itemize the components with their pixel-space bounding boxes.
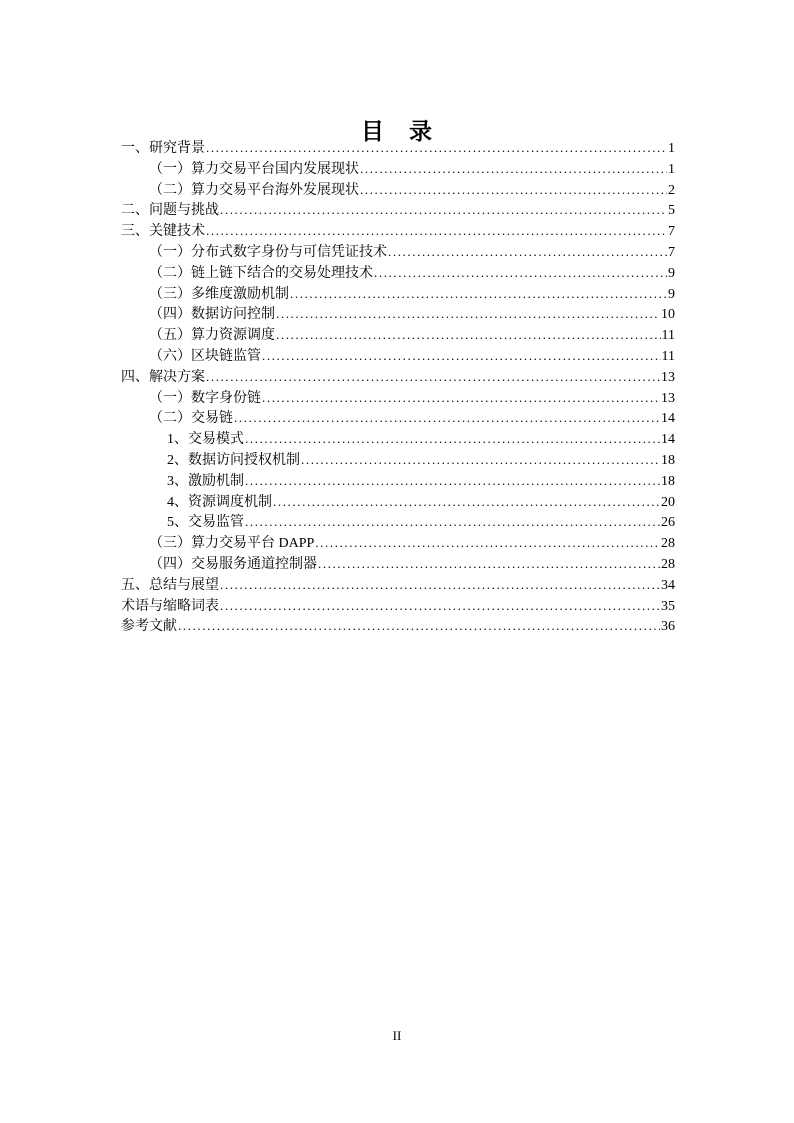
toc-entry-label: 术语与缩略词表 xyxy=(121,598,219,614)
toc-entry-label: 5、交易监管 xyxy=(167,515,244,531)
toc-leader-dots xyxy=(262,388,660,410)
toc-entry[interactable] xyxy=(121,533,675,554)
toc-leader-dots xyxy=(276,304,660,326)
page-number: II xyxy=(392,1028,402,1043)
toc-entry[interactable] xyxy=(121,159,675,180)
toc-leader-dots xyxy=(206,367,660,389)
toc-entry-label: （二）交易链 xyxy=(149,411,233,427)
toc-entry-page: 18 xyxy=(661,452,675,468)
toc-leader-dots xyxy=(220,596,660,618)
toc-entry[interactable] xyxy=(121,596,675,617)
toc-entry-page: 34 xyxy=(661,577,675,593)
toc-entry-page: 20 xyxy=(661,494,675,510)
toc-leader-dots xyxy=(245,512,660,534)
toc-entry-page: 28 xyxy=(661,536,675,552)
toc-entry-page: 1 xyxy=(668,141,675,156)
toc-leader-dots xyxy=(206,138,667,160)
toc-entry-page: 9 xyxy=(668,286,675,302)
toc-entry-page: 9 xyxy=(668,265,675,281)
toc-leader-dots xyxy=(234,408,660,430)
toc-entry[interactable] xyxy=(121,471,675,492)
toc-leader-dots xyxy=(301,450,660,472)
toc-entry[interactable] xyxy=(121,575,675,596)
toc-entry[interactable] xyxy=(121,429,675,450)
toc-entry-page: 14 xyxy=(661,432,675,448)
toc-entry-page: 13 xyxy=(661,390,675,406)
toc-entry-page: 7 xyxy=(668,224,675,240)
toc-entry-label: （四）交易服务通道控制器 xyxy=(149,556,317,572)
toc-entry[interactable] xyxy=(121,346,675,367)
toc-entry-label: （一）数字身份链 xyxy=(149,390,261,406)
toc-entry-label: 三、关键技术 xyxy=(121,224,205,240)
toc-entry-page: 13 xyxy=(661,369,675,385)
toc-leader-dots xyxy=(262,346,661,368)
toc-entry-page: 2 xyxy=(668,182,675,198)
toc-entry-page: 1 xyxy=(668,161,675,177)
toc-entry-label: （一）算力交易平台国内发展现状 xyxy=(149,161,359,177)
toc-entry-label: （二）链上链下结合的交易处理技术 xyxy=(149,265,373,281)
toc-entry-label: 3、激励机制 xyxy=(167,473,244,489)
toc-leader-dots xyxy=(206,221,667,243)
toc-entry-page: 36 xyxy=(661,619,675,635)
toc-entry-label: （六）区块链监管 xyxy=(149,348,261,364)
toc-entry[interactable] xyxy=(121,284,675,305)
toc-leader-dots xyxy=(245,471,660,493)
toc-entry-label: （三）算力交易平台 DAPP xyxy=(149,536,315,552)
toc-entry[interactable] xyxy=(121,554,675,575)
toc-entry-page: 14 xyxy=(661,411,675,427)
toc-entry-label: （一）分布式数字身份与可信凭证技术 xyxy=(149,244,387,260)
toc-leader-dots xyxy=(178,616,660,638)
toc-entry-page: 18 xyxy=(661,473,675,489)
toc-entry-label: 参考文献 xyxy=(121,619,177,635)
toc-leader-dots xyxy=(360,180,667,202)
toc-entry[interactable] xyxy=(121,408,675,429)
toc-leader-dots xyxy=(273,492,660,514)
toc-entry-page: 11 xyxy=(661,348,675,364)
toc-leader-dots xyxy=(360,159,667,181)
toc-entry[interactable] xyxy=(121,492,675,513)
toc-entry-page: 7 xyxy=(668,244,675,260)
toc-entry-label: 二、问题与挑战 xyxy=(121,203,219,219)
toc-entry[interactable] xyxy=(121,263,675,284)
toc-entry-page: 11 xyxy=(661,328,675,344)
toc-leader-dots xyxy=(315,533,660,555)
toc-entry-page: 26 xyxy=(661,515,675,531)
toc-entry[interactable] xyxy=(121,616,675,637)
toc-entry[interactable] xyxy=(121,221,675,242)
toc-entry[interactable] xyxy=(121,325,675,346)
toc-entry[interactable] xyxy=(121,242,675,263)
toc-entry[interactable] xyxy=(121,512,675,533)
toc-entry-label: 五、总结与展望 xyxy=(121,577,219,593)
toc-leader-dots xyxy=(276,325,661,347)
page-title: 目 录 xyxy=(361,119,433,145)
toc-entry-label: 一、研究背景 xyxy=(121,141,205,156)
toc-entry[interactable] xyxy=(121,304,675,325)
toc-entry-page: 35 xyxy=(661,598,675,614)
toc-leader-dots xyxy=(290,284,667,306)
toc-leader-dots xyxy=(318,554,660,576)
toc-leader-dots xyxy=(220,200,667,222)
toc-entry-page: 10 xyxy=(661,307,675,323)
toc-leader-dots xyxy=(220,575,660,597)
toc-entry-label: （五）算力资源调度 xyxy=(149,328,275,344)
toc-list xyxy=(121,138,675,637)
toc-leader-dots xyxy=(388,242,667,264)
toc-leader-dots xyxy=(374,263,667,285)
toc-entry[interactable] xyxy=(121,367,675,388)
toc-entry-page: 28 xyxy=(661,556,675,572)
toc-entry-label: 四、解决方案 xyxy=(121,369,205,385)
toc-leader-dots xyxy=(245,429,660,451)
toc-entry-page: 5 xyxy=(668,203,675,219)
toc-entry[interactable] xyxy=(121,450,675,471)
toc-entry[interactable] xyxy=(121,200,675,221)
toc-entry[interactable] xyxy=(121,138,675,159)
toc-entry[interactable] xyxy=(121,180,675,201)
toc-entry-label: （二）算力交易平台海外发展现状 xyxy=(149,182,359,198)
toc-entry-label: 1、交易模式 xyxy=(167,432,244,448)
toc-entry-label: （三）多维度激励机制 xyxy=(149,286,289,302)
toc-entry-label: 4、资源调度机制 xyxy=(167,494,272,510)
toc-entry[interactable] xyxy=(121,388,675,409)
toc-entry-label: 2、数据访问授权机制 xyxy=(167,452,300,468)
toc-entry-label: （四）数据访问控制 xyxy=(149,307,275,323)
